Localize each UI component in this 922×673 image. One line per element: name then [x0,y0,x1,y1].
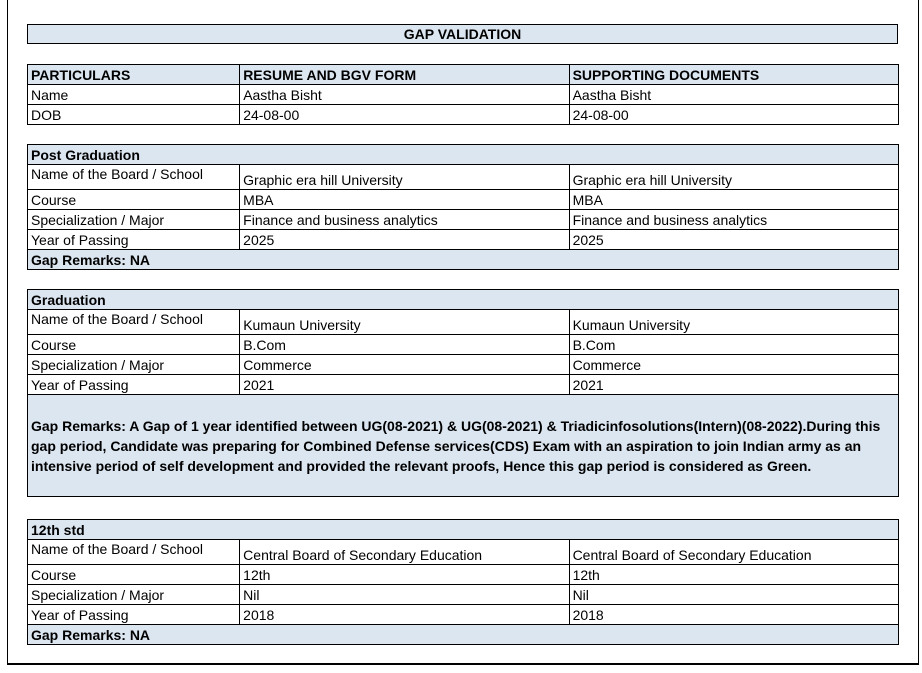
docs-value: Aastha Bisht [569,85,898,105]
resume-value: Kumaun University [240,310,569,335]
docs-value: 2021 [569,375,898,395]
row-label: Name of the Board / School [28,310,240,335]
table-row [28,355,899,375]
column-header-resume: RESUME AND BGV FORM [240,65,569,85]
resume-value: 12th [240,565,569,585]
resume-value: 2025 [240,230,569,250]
docs-value: 24-08-00 [569,105,898,125]
page-title: GAP VALIDATION [27,24,898,44]
twelfth-table [27,519,899,645]
docs-value: Central Board of Secondary Education [569,540,898,565]
section-heading-row [28,520,899,540]
gap-remarks-row [28,395,899,497]
graduation-table [27,289,899,497]
resume-value: 2018 [240,605,569,625]
row-label: DOB [28,105,240,125]
resume-value: MBA [240,190,569,210]
table-row [28,565,899,585]
resume-value: Commerce [240,355,569,375]
row-label: Course [28,335,240,355]
row-label: Specialization / Major [28,585,240,605]
section-heading: 12th std [28,520,899,540]
section-heading-row [28,145,899,165]
gap-remarks-row [28,250,899,270]
column-header-documents: SUPPORTING DOCUMENTS [569,65,898,85]
row-label: Course [28,190,240,210]
table-row [28,605,899,625]
section-heading-row [28,290,899,310]
row-label: Specialization / Major [28,210,240,230]
table-row [28,105,899,125]
docs-value: 12th [569,565,898,585]
table-row [28,540,899,565]
docs-value: B.Com [569,335,898,355]
resume-value: 2021 [240,375,569,395]
row-label: Year of Passing [28,605,240,625]
resume-value: B.Com [240,335,569,355]
resume-value: 24-08-00 [240,105,569,125]
docs-value: 2025 [569,230,898,250]
post-graduation-table [27,144,899,270]
docs-value: 2018 [569,605,898,625]
row-label: Specialization / Major [28,355,240,375]
gap-remarks: Gap Remarks: NA [28,250,899,270]
table-row [28,190,899,210]
docs-value: Graphic era hill University [569,165,898,190]
gap-remarks-row [28,625,899,645]
gap-remarks: Gap Remarks: NA [28,625,899,645]
docs-value: Commerce [569,355,898,375]
table-row [28,85,899,105]
particulars-table [27,64,899,125]
gap-remarks: Gap Remarks: A Gap of 1 year identified between UG(08-2021) & UG(08-2021) & Triadicinfosolutions(Intern)(08-2022).During this gap period, Candidate was preparing for Combined Defense services(CDS) Exam with an aspiration to join Indian army as an intensive period of self development and provided the relevant proofs, Hence this gap period is considered as Green. [28,395,899,497]
table-header-row [28,65,899,85]
row-label: Course [28,565,240,585]
section-heading: Graduation [28,290,899,310]
docs-value: Finance and business analytics [569,210,898,230]
column-header-particulars: PARTICULARS [28,65,240,85]
resume-value: Aastha Bisht [240,85,569,105]
row-label: Name [28,85,240,105]
resume-value: Central Board of Secondary Education [240,540,569,565]
row-label: Year of Passing [28,230,240,250]
row-label: Year of Passing [28,375,240,395]
resume-value: Nil [240,585,569,605]
docs-value: Kumaun University [569,310,898,335]
resume-value: Graphic era hill University [240,165,569,190]
table-row [28,335,899,355]
table-row [28,165,899,190]
row-label: Name of the Board / School [28,165,240,190]
table-row [28,585,899,605]
row-label: Name of the Board / School [28,540,240,565]
docs-value: MBA [569,190,898,210]
resume-value: Finance and business analytics [240,210,569,230]
table-row [28,210,899,230]
table-row [28,230,899,250]
section-heading: Post Graduation [28,145,899,165]
docs-value: Nil [569,585,898,605]
table-row [28,375,899,395]
table-row [28,310,899,335]
